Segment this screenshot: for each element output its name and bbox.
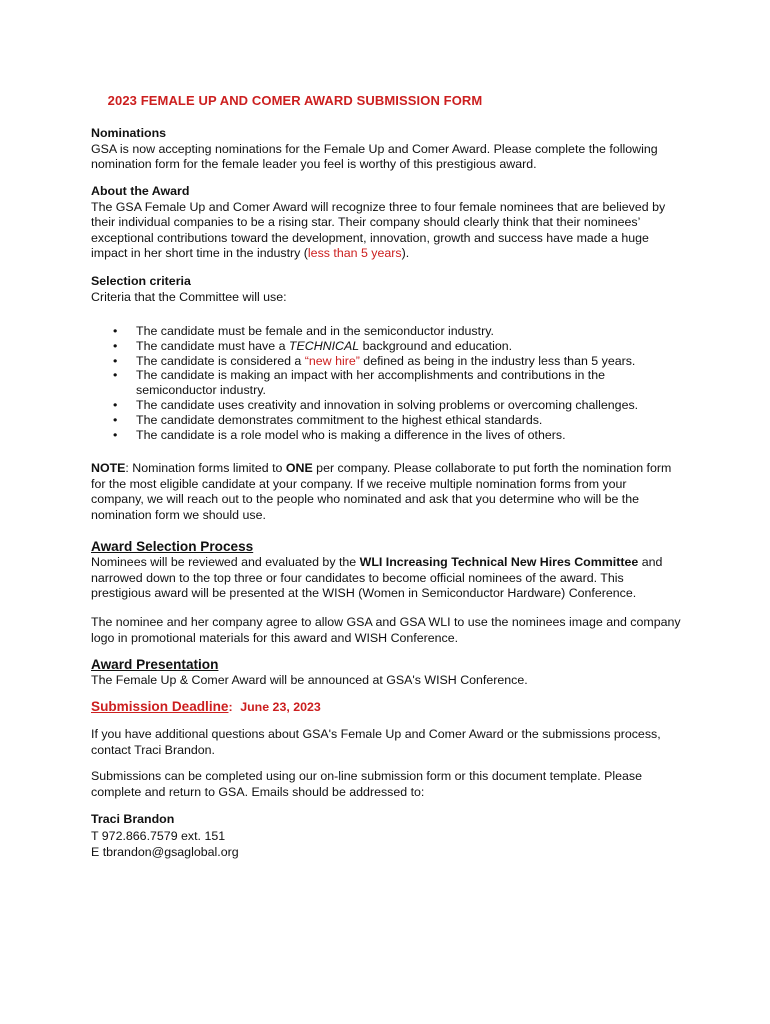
bullet-icon: • <box>113 353 118 368</box>
bullet-icon: • <box>113 427 118 442</box>
deadline-date: June 23, 2023 <box>240 700 321 714</box>
committee-name: WLI Increasing Technical New Hires Committee <box>359 555 639 569</box>
questions-text: If you have additional questions about GSA's Female Up and Comer Award or the submissions process, contact Traci Brandon. <box>91 727 661 757</box>
note-section <box>91 461 681 523</box>
note-text: NOTE: Nomination forms limited to ONE per company. Please collaborate to put forth the nomination form for the most eligible candidate at your company. If we receive multiple nomination forms from your company, we will reach out to the people who nominated and ask that you determine who will be the nomination form we should use. <box>91 461 672 522</box>
document-title: 2023 FEMALE UP AND COMER AWARD SUBMISSION FORM <box>107 93 483 108</box>
presentation-text: The Female Up & Comer Award will be announced at GSA's WISH Conference. <box>91 673 528 687</box>
presentation-section <box>91 656 681 689</box>
selection-process-text: Nominees will be reviewed and evaluated by the WLI Increasing Technical New Hires Committee and narrowed down to the top three or four candidates to become official nominees of the award. This prestigious award will be presented at the WISH (Women in Semiconductor Hardware) Conference. <box>91 555 663 600</box>
deadline-section <box>91 698 681 716</box>
contact-name: Traci Brandon <box>91 812 175 826</box>
contact-email: E tbrandon@gsaglobal.org <box>91 845 239 859</box>
deadline-label: Submission Deadline <box>91 699 229 714</box>
selection-process-section <box>91 538 681 602</box>
technical-emphasis: TECHNICAL <box>288 338 360 353</box>
list-item: • The candidate demonstrates commitment to the highest ethical standards. <box>113 412 543 427</box>
about-section <box>91 184 681 262</box>
questions-section <box>91 727 681 758</box>
list-item: • The candidate is a role model who is making a difference in the lives of others. <box>113 427 566 442</box>
new-hire-highlight: “new hire” <box>304 353 360 368</box>
note-label: NOTE <box>91 461 126 475</box>
contact-section <box>91 811 681 861</box>
bullet-icon: • <box>113 368 118 383</box>
criteria-section <box>91 274 681 305</box>
presentation-heading: Award Presentation <box>91 657 219 672</box>
bullet-icon: • <box>113 324 118 338</box>
criteria-intro: Criteria that the Committee will use: <box>91 289 287 304</box>
bullet-icon: • <box>113 338 118 353</box>
bullet-icon: • <box>113 397 118 412</box>
deadline-separator: : <box>228 700 233 714</box>
list-item: • The candidate must be female and in the semiconductor industry. <box>113 324 494 338</box>
bullet-icon: • <box>113 412 118 427</box>
usage-agreement <box>91 615 681 646</box>
list-item: • The candidate uses creativity and innovation in solving problems or overcoming challenges. <box>113 397 639 412</box>
nominations-section <box>91 126 681 173</box>
list-item: • The candidate must have a TECHNICAL background and education. <box>113 338 513 353</box>
selection-process-heading: Award Selection Process <box>91 539 254 554</box>
nominations-text: GSA is now accepting nominations for the Female Up and Comer Award. Please complete the following nomination form for the female leader you feel is worthy of this prestigious award. <box>91 141 658 171</box>
submissions-text: Submissions can be completed using our on-line submission form or this document template. Please complete and return to GSA. Emails should be addressed to: <box>91 769 642 799</box>
about-text: The GSA Female Up and Comer Award will recognize three to four female nominees that are believed by their individual companies to be a rising star. Their company should clearly think that their nominees’ exceptional contributions toward the development, innovation, growth and success have made a huge impact in her short time in the industry (less than 5 years). <box>91 199 666 260</box>
criteria-heading: Selection criteria <box>91 274 191 288</box>
list-item: • The candidate is making an impact with her accomplishments and contributions in the semiconductor industry. <box>113 368 606 398</box>
nominations-heading: Nominations <box>91 126 167 140</box>
contact-phone: T 972.866.7579 ext. 151 <box>91 828 226 843</box>
about-heading: About the Award <box>91 184 190 198</box>
usage-agreement-text: The nominee and her company agree to allow GSA and GSA WLI to use the nominees image and company logo in promotional materials for this award and WISH Conference. <box>91 615 681 645</box>
note-emphasis: ONE <box>285 461 313 475</box>
about-highlight: less than 5 years <box>307 246 402 260</box>
list-item: • The candidate is considered a “new hire” defined as being in the industry less than 5 years. <box>113 353 636 368</box>
submissions-section <box>91 769 681 800</box>
criteria-list <box>91 324 681 442</box>
